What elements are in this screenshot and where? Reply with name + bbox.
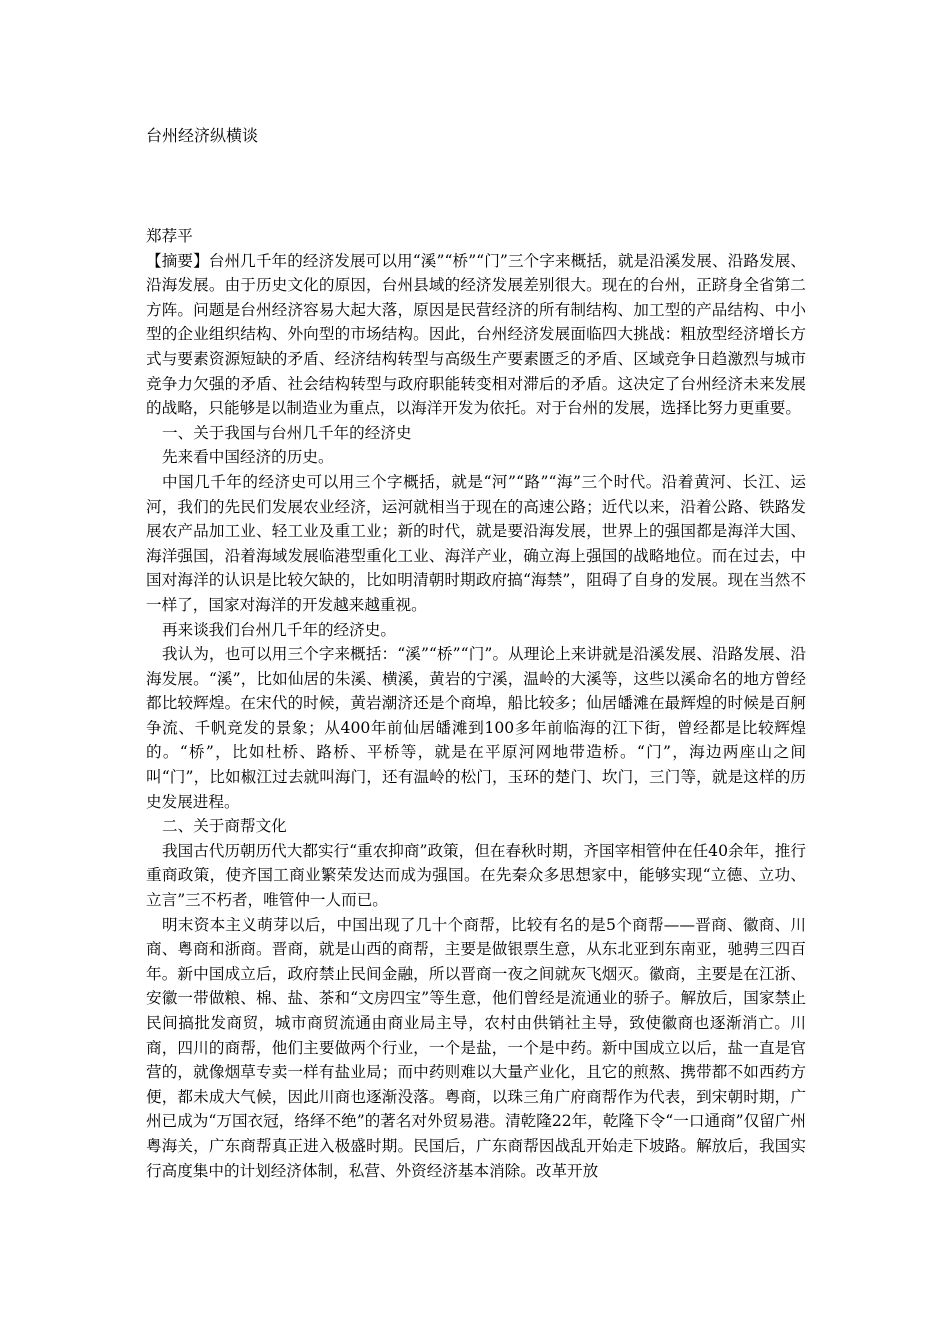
- abstract-paragraph: 【摘要】台州几千年的经济发展可以用“溪”“桥”“门”三个字来概括，就是沿溪发展、沿路发展、沿海发展。由于历史文化的原因，台州县域的经济发展差别很大。现在的台州，正跻身全省第二方阵。问题是台州经济容易大起大落，原因是民营经济的所有制结构、加工型的产品结构、中小型的企业组织结构、外向型的市场结构。因此，台州经济发展面临四大挑战：粗放型经济增长方式与要素资源短缺的矛盾、经济结构转型与高级生产要素匮乏的矛盾、区域竞争日趋激烈与城市竞争力欠强的矛盾、社会结构转型与政府职能转变相对滞后的矛盾。这决定了台州经济未来发展的战略，只能够是以制造业为重点，以海洋开发为依托。对于台州的发展，选择比努力更重要。: [146, 251, 806, 418]
- document-title: 台州经济纵横谈: [146, 126, 259, 145]
- body-paragraph: 我认为，也可以用三个字来概括：“溪”“桥”“门”。从理论上来讲就是沿溪发展、沿路发展、沿海发展。“溪”，比如仙居的朱溪、横溪，黄岩的宁溪，温岭的大溪等，这些以溪命名的地方曾经都比较辉煌。在宋代的时候，黄岩潮济还是个商埠，船比较多；仙居皤滩在最辉煌的时候是百舸争流、千帆竞发的景象；从400年前仙居皤滩到100多年前临海的江下街，曾经都是比较辉煌的。“桥”，比如杜桥、路桥、平桥等，就是在平原河网地带造桥。“门”，海边两座山之间叫“门”，比如椒江过去就叫海门，还有温岭的松门，玉环的楚门、坎门，三门等，就是这样的历史发展进程。: [146, 645, 806, 811]
- section-heading-1: 一、关于我国与台州几千年的经济史: [162, 423, 412, 442]
- author-name: 郑荐平: [146, 227, 193, 245]
- document-body: [146, 224, 806, 1183]
- body-paragraph: 明末资本主义萌芽以后，中国出现了几十个商帮，比较有名的是5个商帮——晋商、徽商、川商、粤商和浙商。晋商，就是山西的商帮，主要是做银票生意，从东北亚到东南亚，驰骋三四百年。新中国成立后，政府禁止民间金融，所以晋商一夜之间就灰飞烟灭。徽商，主要是在江浙、安徽一带做粮、棉、盐、茶和“文房四宝”等生意，他们曾经是流通业的骄子。解放后，国家禁止民间搞批发商贸，城市商贸流通由商业局主导，农村由供销社主导，致使徽商也逐渐消亡。川商，四川的商帮，他们主要做两个行业，一个是盐，一个是中药。新中国成立以后，盐一直是官营的，就像烟草专卖一样有盐业局；而中药则难以大量产业化，且它的煎熬、携带都不如西药方便，都未成大气候，因此川商也逐渐没落。粤商，以珠三角广府商帮作为代表，到宋朝时期，广州已成为“万国衣冠，络绎不绝”的著名对外贸易港。清乾隆22年，乾隆下令“一口通商”仅留广州粤海关，广东商帮真正进入极盛时期。民国后，广东商帮因战乱开始走下坡路。解放后，我国实行高度集中的计划经济体制，私营、外资经济基本消除。改革开放: [146, 915, 806, 1180]
- body-paragraph: 先来看中国经济的历史。: [162, 448, 334, 467]
- body-paragraph: 中国几千年的经济史可以用三个字概括，就是“河”“路”“海”三个时代。沿着黄河、长江、运河，我们的先民们发展农业经济，运河就相当于现在的高速公路；近代以来，沿着公路、铁路发展农产品加工业、轻工业及重工业；新的时代，就是要沿海发展，世界上的强国都是海洋大国、海洋强国，沿着海域发展临港型重化工业、海洋产业，确立海上强国的战略地位。而在过去，中国对海洋的认识是比较欠缺的，比如明清朝时期政府搞“海禁”，阻碍了自身的发展。现在当然不一样了，国家对海洋的开发越来越重视。: [146, 472, 806, 614]
- body-paragraph: 我国古代历朝历代大都实行“重农抑商”政策，但在春秋时期，齐国宰相管仲在任40余年，推行重商政策，使齐国工商业繁荣发达而成为强国。在先秦众多思想家中，能够实现“立德、立功、立言”三不朽者，唯管仲一人而已。: [146, 841, 806, 910]
- section-heading-2: 二、关于商帮文化: [162, 817, 287, 836]
- body-paragraph: 再来谈我们台州几千年的经济史。: [162, 620, 396, 639]
